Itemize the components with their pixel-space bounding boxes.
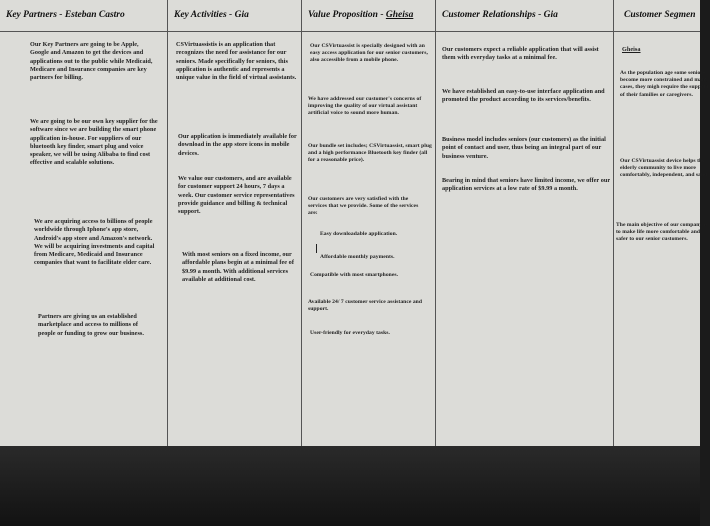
- customer-segments-paragraph-2: Our CSVirtuassist device helps the elderly community to live more comfortably, independent, and safer.: [620, 158, 709, 179]
- key-activities-header: Key Activities - Gia: [168, 0, 301, 32]
- key-partners-paragraph-4: Partners are giving us an established marketplace and access to millions of people or funding to grow our business.: [38, 313, 144, 337]
- customer-relationships-paragraph-3: Business model includes seniors (our customers) as the initial point of contact and user, thus being an integral part of our business venture.: [442, 136, 606, 160]
- value-proposition-header: [302, 0, 435, 32]
- value-proposition-paragraph-4: Our customers are very satisfied with the services that we provide. Some of the services are:: [308, 196, 419, 217]
- monitor-bezel: [0, 446, 700, 526]
- customer-relationships-paragraph-2: We have established an easy-to-use interface application and promoted the product according to its services/benefits.: [442, 88, 605, 104]
- value-proposition-header-author: Gheisa: [385, 10, 414, 20]
- key-partners-paragraph-3: We are acquiring access to billions of people worldwide through Iphone's app store, Android's app store and Amazon's network. We will be acquiring investments and capital from Medicare, Medicaid and Insurance companies that want to facilitate elder care.: [34, 218, 155, 267]
- customer-relationships-paragraph-1: Our customers expect a reliable application that will assist them with everyday tasks at a minimal fee.: [442, 46, 599, 62]
- value-proposition-service-4: Available 24/ 7 customer service assistance and support.: [308, 299, 423, 313]
- customer-segments-paragraph-1: As the population age some seniors become more constrained and many cases, they migh require the support of their families or caregivers.: [620, 70, 709, 98]
- value-proposition-header-title: Value Proposition -: [308, 10, 386, 20]
- value-proposition-column: [302, 0, 436, 446]
- customer-relationships-paragraph-4: Bearing in mind that seniors have limited income, we offer our application services at a low rate of $9.99 a month.: [442, 177, 611, 193]
- customer-segments-header: Customer Segmen: [614, 0, 700, 32]
- key-activities-paragraph-4: With most seniors on a fixed income, our affordable plans begin at a minimal fee of $9.99 a month. With additional services available at additional cost.: [182, 251, 294, 283]
- customer-segments-paragraph-3: The main objective of our company is to make life more comfortable and safer to our senior customers.: [616, 222, 708, 243]
- customer-relationships-header: Customer Relationships - Gia: [436, 0, 613, 32]
- key-activities-column: [168, 0, 302, 446]
- key-partners-header: Key Partners - Esteban Castro: [0, 0, 167, 32]
- value-proposition-paragraph-3: Our bundle set includes; CSVirtuassist, smart plug and a high performance Bluetooth key finder (all for a reasonable price).: [308, 143, 432, 164]
- value-proposition-paragraph-1: Our CSVirtuassist is specially designed with an easy access application for our senior customers, also accessible from a mobile phone.: [310, 43, 428, 64]
- value-proposition-service-3: Compatible with most smartphones.: [310, 272, 399, 278]
- text-cursor: [316, 244, 317, 253]
- value-proposition-service-2: Affordable monthly payments.: [320, 254, 395, 260]
- customer-segments-author-name: Gheisa: [622, 46, 641, 53]
- value-proposition-service-1: Easy downloadable application.: [320, 231, 398, 237]
- value-proposition-paragraph-2: We have addressed our customer's concerns of improving the quality of our virtual assistant artificial voice to sound more human.: [308, 96, 422, 117]
- value-proposition-service-5: User-friendly for everyday tasks.: [310, 330, 390, 336]
- key-partners-paragraph-1: Our Key Partners are going to be Apple, Google and Amazon to get the devices and applications out to the public while Medicaid, Medicare and Insurance companies are key partners for billing.: [30, 41, 153, 82]
- key-activities-paragraph-1: CSVirtuassistis is an application that recognizes the need for assistance for our seniors. Made specifically for seniors, this application is authentic and represents a unique value in the field of virtual assistants.: [176, 41, 297, 82]
- customer-segments-author: [622, 46, 692, 54]
- customer-relationships-column: [436, 0, 614, 446]
- key-activities-paragraph-3: We value our customers, and are available for customer support 24 hours, 7 days a week. Our customer service representatives provide guidance and billing & technical support.: [178, 175, 295, 216]
- key-activities-paragraph-2: Our application is immediately available for download in the app store icons in mobile devices.: [178, 133, 297, 157]
- customer-segments-column: [614, 0, 709, 446]
- key-partners-paragraph-2: We are going to be our own key supplier for the software since we are building the smart phone application in-house. For suppliers of our bluetooth key finder, smart plug and voice speaker, we will be using Alibaba to find cost effective and scalable solutions.: [30, 118, 158, 167]
- key-partners-column: [0, 0, 168, 446]
